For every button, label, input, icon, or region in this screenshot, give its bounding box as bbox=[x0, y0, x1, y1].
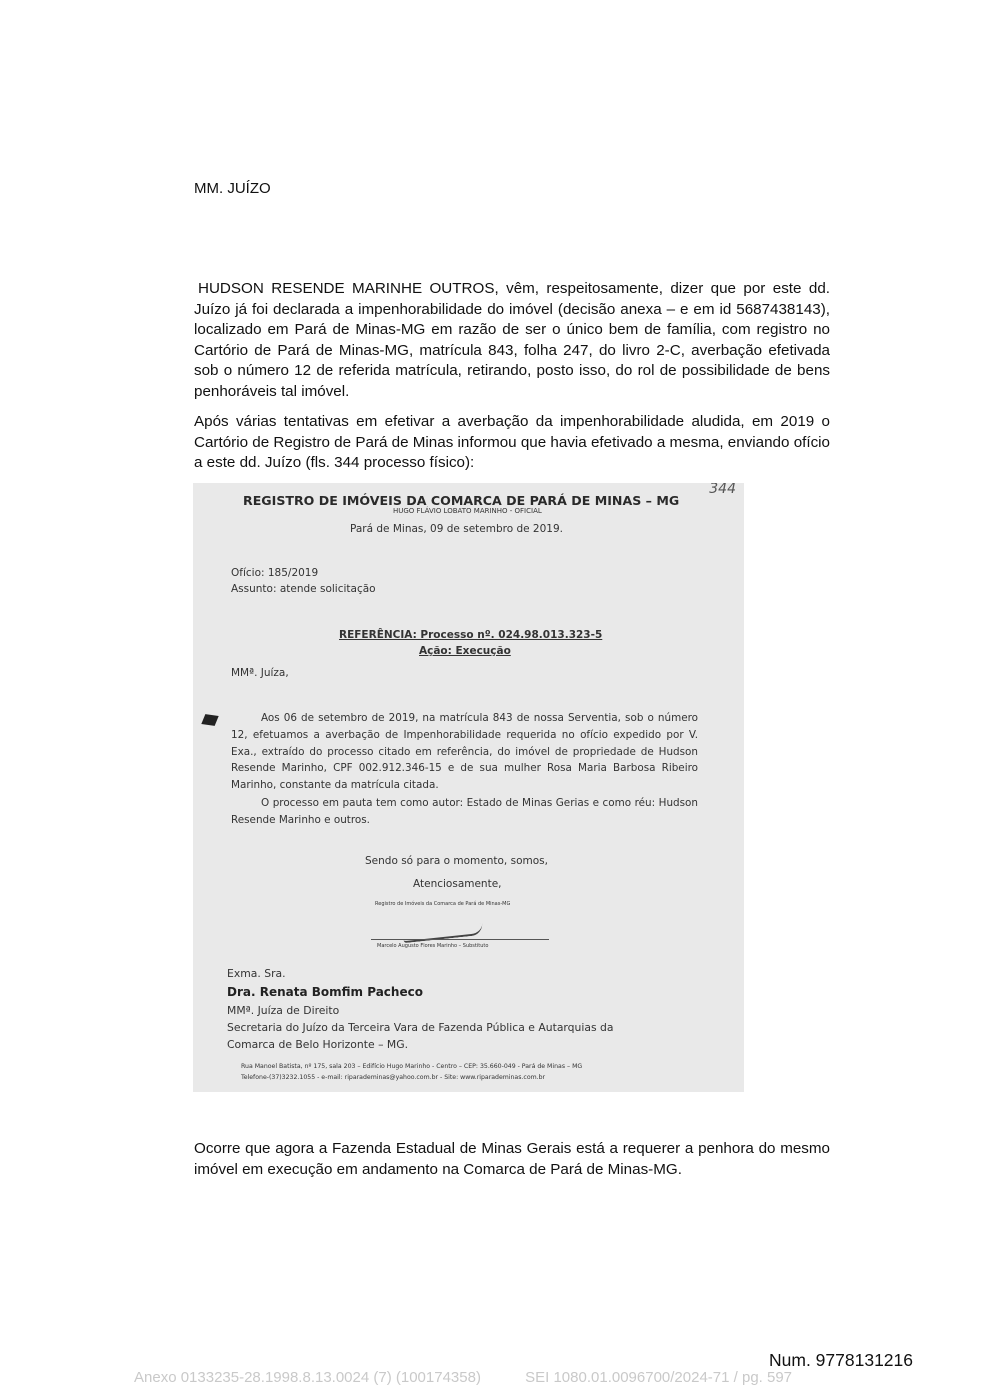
action-line: Ação: Execução bbox=[419, 645, 511, 657]
oficio-body-1: Aos 06 de setembro de 2019, na matrícula 843 de nossa Serventia, sob o número 12, efetuamos a averbação de Impenhorabilidade requerida no ofício expedido por V. Exa., extraído do processo citado em referência, do imóvel de propriedade de Hudson Resende Marinho, CPF 002.912.346-15 e de sua mulher Rosa Maria Barbosa Ribeiro Marinho, constante da matrícula citada. bbox=[231, 712, 698, 792]
ink-mark bbox=[201, 714, 218, 726]
letterhead-title: REGISTRO DE IMÓVEIS DA COMARCA DE PARÁ DE MINAS – MG bbox=[243, 493, 680, 508]
oficio-number: Ofício: 185/2019 bbox=[231, 567, 319, 579]
oficio-body-2: O processo em pauta tem como autor: Estado de Minas Gerias e como réu: Hudson Resende Marinho e outros. bbox=[231, 797, 698, 826]
closing-line-2: Atenciosamente, bbox=[413, 878, 502, 890]
addressee-court: Comarca de Belo Horizonte – MG. bbox=[227, 1038, 409, 1051]
letterhead-address: Rua Manoel Batista, nº 175, sala 203 – Edifício Hugo Marinho - Centro – CEP: 35.660-049 - Pará de Minas – MG bbox=[241, 1063, 583, 1070]
letterhead-contact: Telefone-(37)3232.1055 - e-mail: riparademinas@yahoo.com.br - Site: www.riparademinas.com.br bbox=[241, 1074, 546, 1081]
paragraph-intro: HUDSON RESENDE MARINHE OUTROS, vêm, respeitosamente, dizer que por este dd. Juízo já foi declarada a impenhorabilidade do imóvel (decisão anexa – e em id 5687438143), localizado em Pará de Minas-MG em razão de ser o único bem de família, com registro no Cartório de Pará de Minas-MG, matrícula 843, folha 247, do livro 2-C, averbação efetivada sob o número 12 de referida matrícula, retirando, posto isso, do rol de possibilidade de bens penhoráveis tal imóvel. bbox=[194, 280, 830, 400]
scanned-oficio-image bbox=[193, 483, 744, 1092]
page-heading: MM. JUÍZO bbox=[194, 180, 271, 197]
subject-line: Assunto: atende solicitação bbox=[231, 583, 376, 595]
paragraph-attempts: Após várias tentativas em efetivar a averbação da impenhorabilidade aludida, em 2019 o Cartório de Registro de Pará de Minas informou que havia efetivado a mesma, enviando ofício a este dd. Juízo (fls. 344 processo físico): bbox=[194, 413, 830, 471]
paragraph-current-request: Ocorre que agora a Fazenda Estadual de Minas Gerais está a requerer a penhora do mesmo imóvel em execução em andamento na Comarca de Pará de Minas-MG. bbox=[194, 1140, 830, 1178]
addressee-role: MMª. Juíza de Direito bbox=[227, 1004, 340, 1017]
signature-line bbox=[371, 939, 549, 940]
closing-line-1: Sendo só para o momento, somos, bbox=[365, 855, 548, 867]
annex-reference: Anexo 0133235-28.1998.8.13.0024 (7) (100174358) bbox=[134, 1369, 481, 1386]
addressee-office: Secretaria do Juízo da Terceira Vara de Fazenda Pública e Autarquias da bbox=[227, 1021, 614, 1034]
seal-line: Registro de Imóveis da Comarca de Pará de Minas-MG bbox=[375, 901, 511, 907]
document-number: Num. 9778131216 bbox=[769, 1350, 913, 1370]
page-footer bbox=[134, 1369, 874, 1386]
addressee-name: Dra. Renata Bomfim Pacheco bbox=[227, 985, 423, 999]
reference-line: REFERÊNCIA: Processo nº. 024.98.013.323-5 bbox=[339, 629, 603, 641]
sei-reference: SEI 1080.01.0096700/2024-71 / pg. 597 bbox=[525, 1369, 793, 1386]
handwritten-signature bbox=[403, 923, 484, 943]
page-number-stamp: 344 bbox=[709, 483, 736, 497]
salutation: MMª. Juíza, bbox=[231, 667, 289, 679]
date-line: Pará de Minas, 09 de setembro de 2019. bbox=[350, 523, 563, 535]
letterhead-subtitle: HUGO FLÁVIO LOBATO MARINHO - OFICIAL bbox=[393, 507, 542, 515]
addressee-title: Exma. Sra. bbox=[227, 967, 286, 980]
signer-name: Marcelo Augusto Flores Marinho – Substituto bbox=[377, 943, 489, 949]
